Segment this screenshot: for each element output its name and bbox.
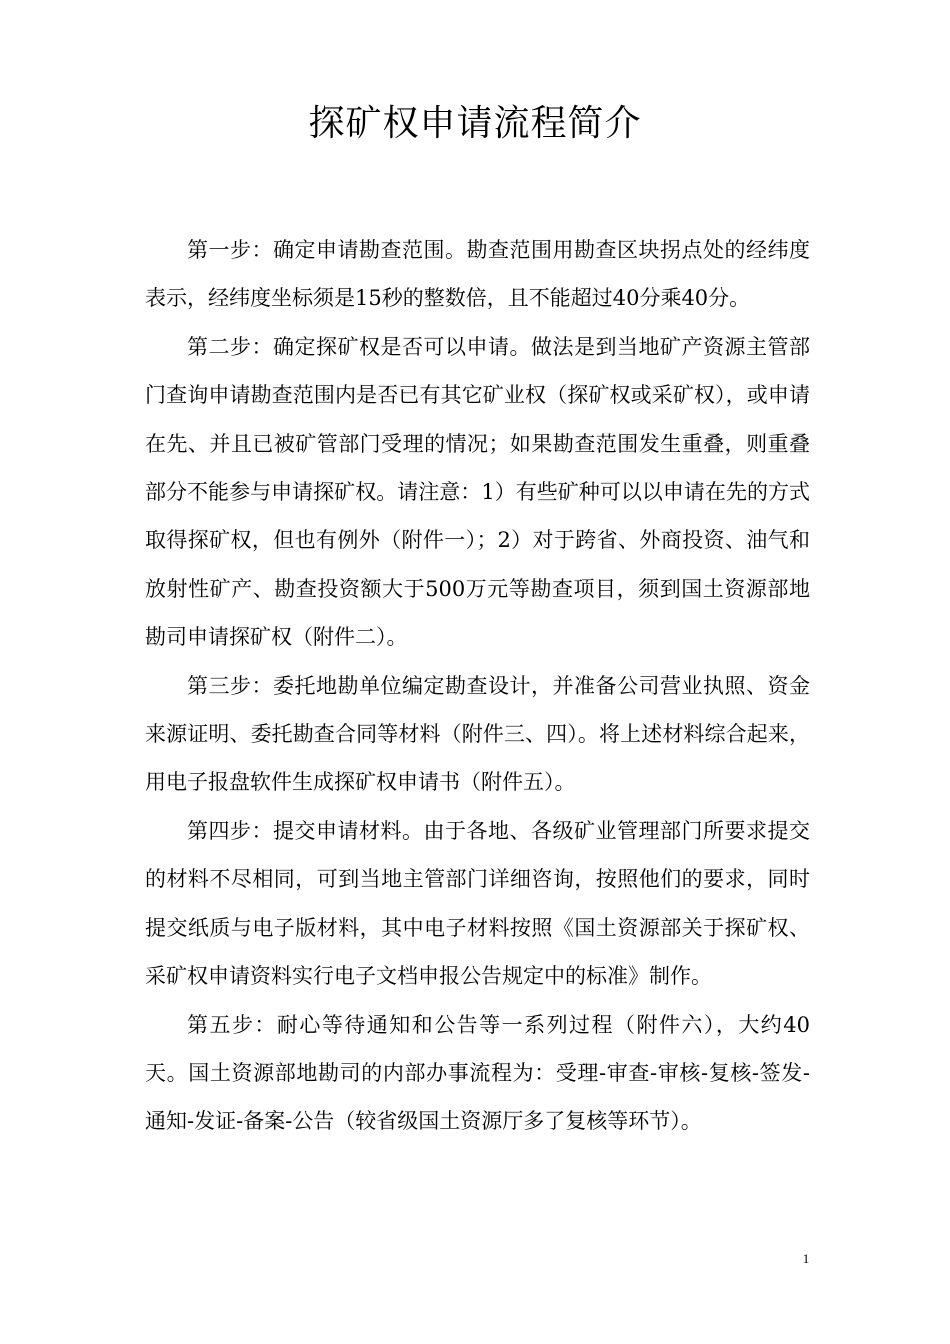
paragraph-step-3: 第三步：委托地勘单位编定勘查设计，并准备公司营业执照、资金来源证明、委托勘查合同等材料（附件三、四）。将上述材料综合起来，用电子报盘软件生成探矿权申请书（附件五）。 bbox=[145, 673, 810, 795]
paragraph-step-5: 第五步：耐心等待通知和公告等一系列过程（附件六），大约40天。国土资源部地勘司的内部办事流程为：受理-审查-审核-复核-签发-通知-发证-备案-公告（较省级国土资源厅多了复核等环节）。 bbox=[145, 1012, 810, 1134]
page-title: 探矿权申请流程简介 bbox=[308, 103, 642, 144]
paragraph-step-2: 第二步：确定探矿权是否可以申请。做法是到当地矿产资源主管部门查询申请勘查范围内是否已有其它矿业权（探矿权或采矿权），或申请在先、并且已被矿管部门受理的情况；如果勘查范围发生重叠，则重叠部分不能参与申请探矿权。请注意：1）有些矿种可以以申请在先的方式取得探矿权，但也有例外（附件一）；2）对于跨省、外商投资、油气和放射性矿产、勘查投资额大于500万元等勘查项目，须到国土资源部地勘司申请探矿权（附件二）。 bbox=[145, 334, 810, 650]
paragraph-step-1: 第一步：确定申请勘查范围。勘查范围用勘查区块拐点处的经纬度表示，经纬度坐标须是15秒的整数倍，且不能超过40分乘40分。 bbox=[145, 238, 810, 311]
page-number: 1 bbox=[802, 1251, 810, 1266]
document-body bbox=[145, 226, 810, 1146]
paragraph-step-4: 第四步：提交申请材料。由于各地、各级矿业管理部门所要求提交的材料不尽相同，可到当地主管部门详细咨询，按照他们的要求，同时提交纸质与电子版材料，其中电子材料按照《国土资源部关于探矿权、采矿权申请资料实行电子文档申报公告规定中的标准》制作。 bbox=[145, 818, 810, 989]
